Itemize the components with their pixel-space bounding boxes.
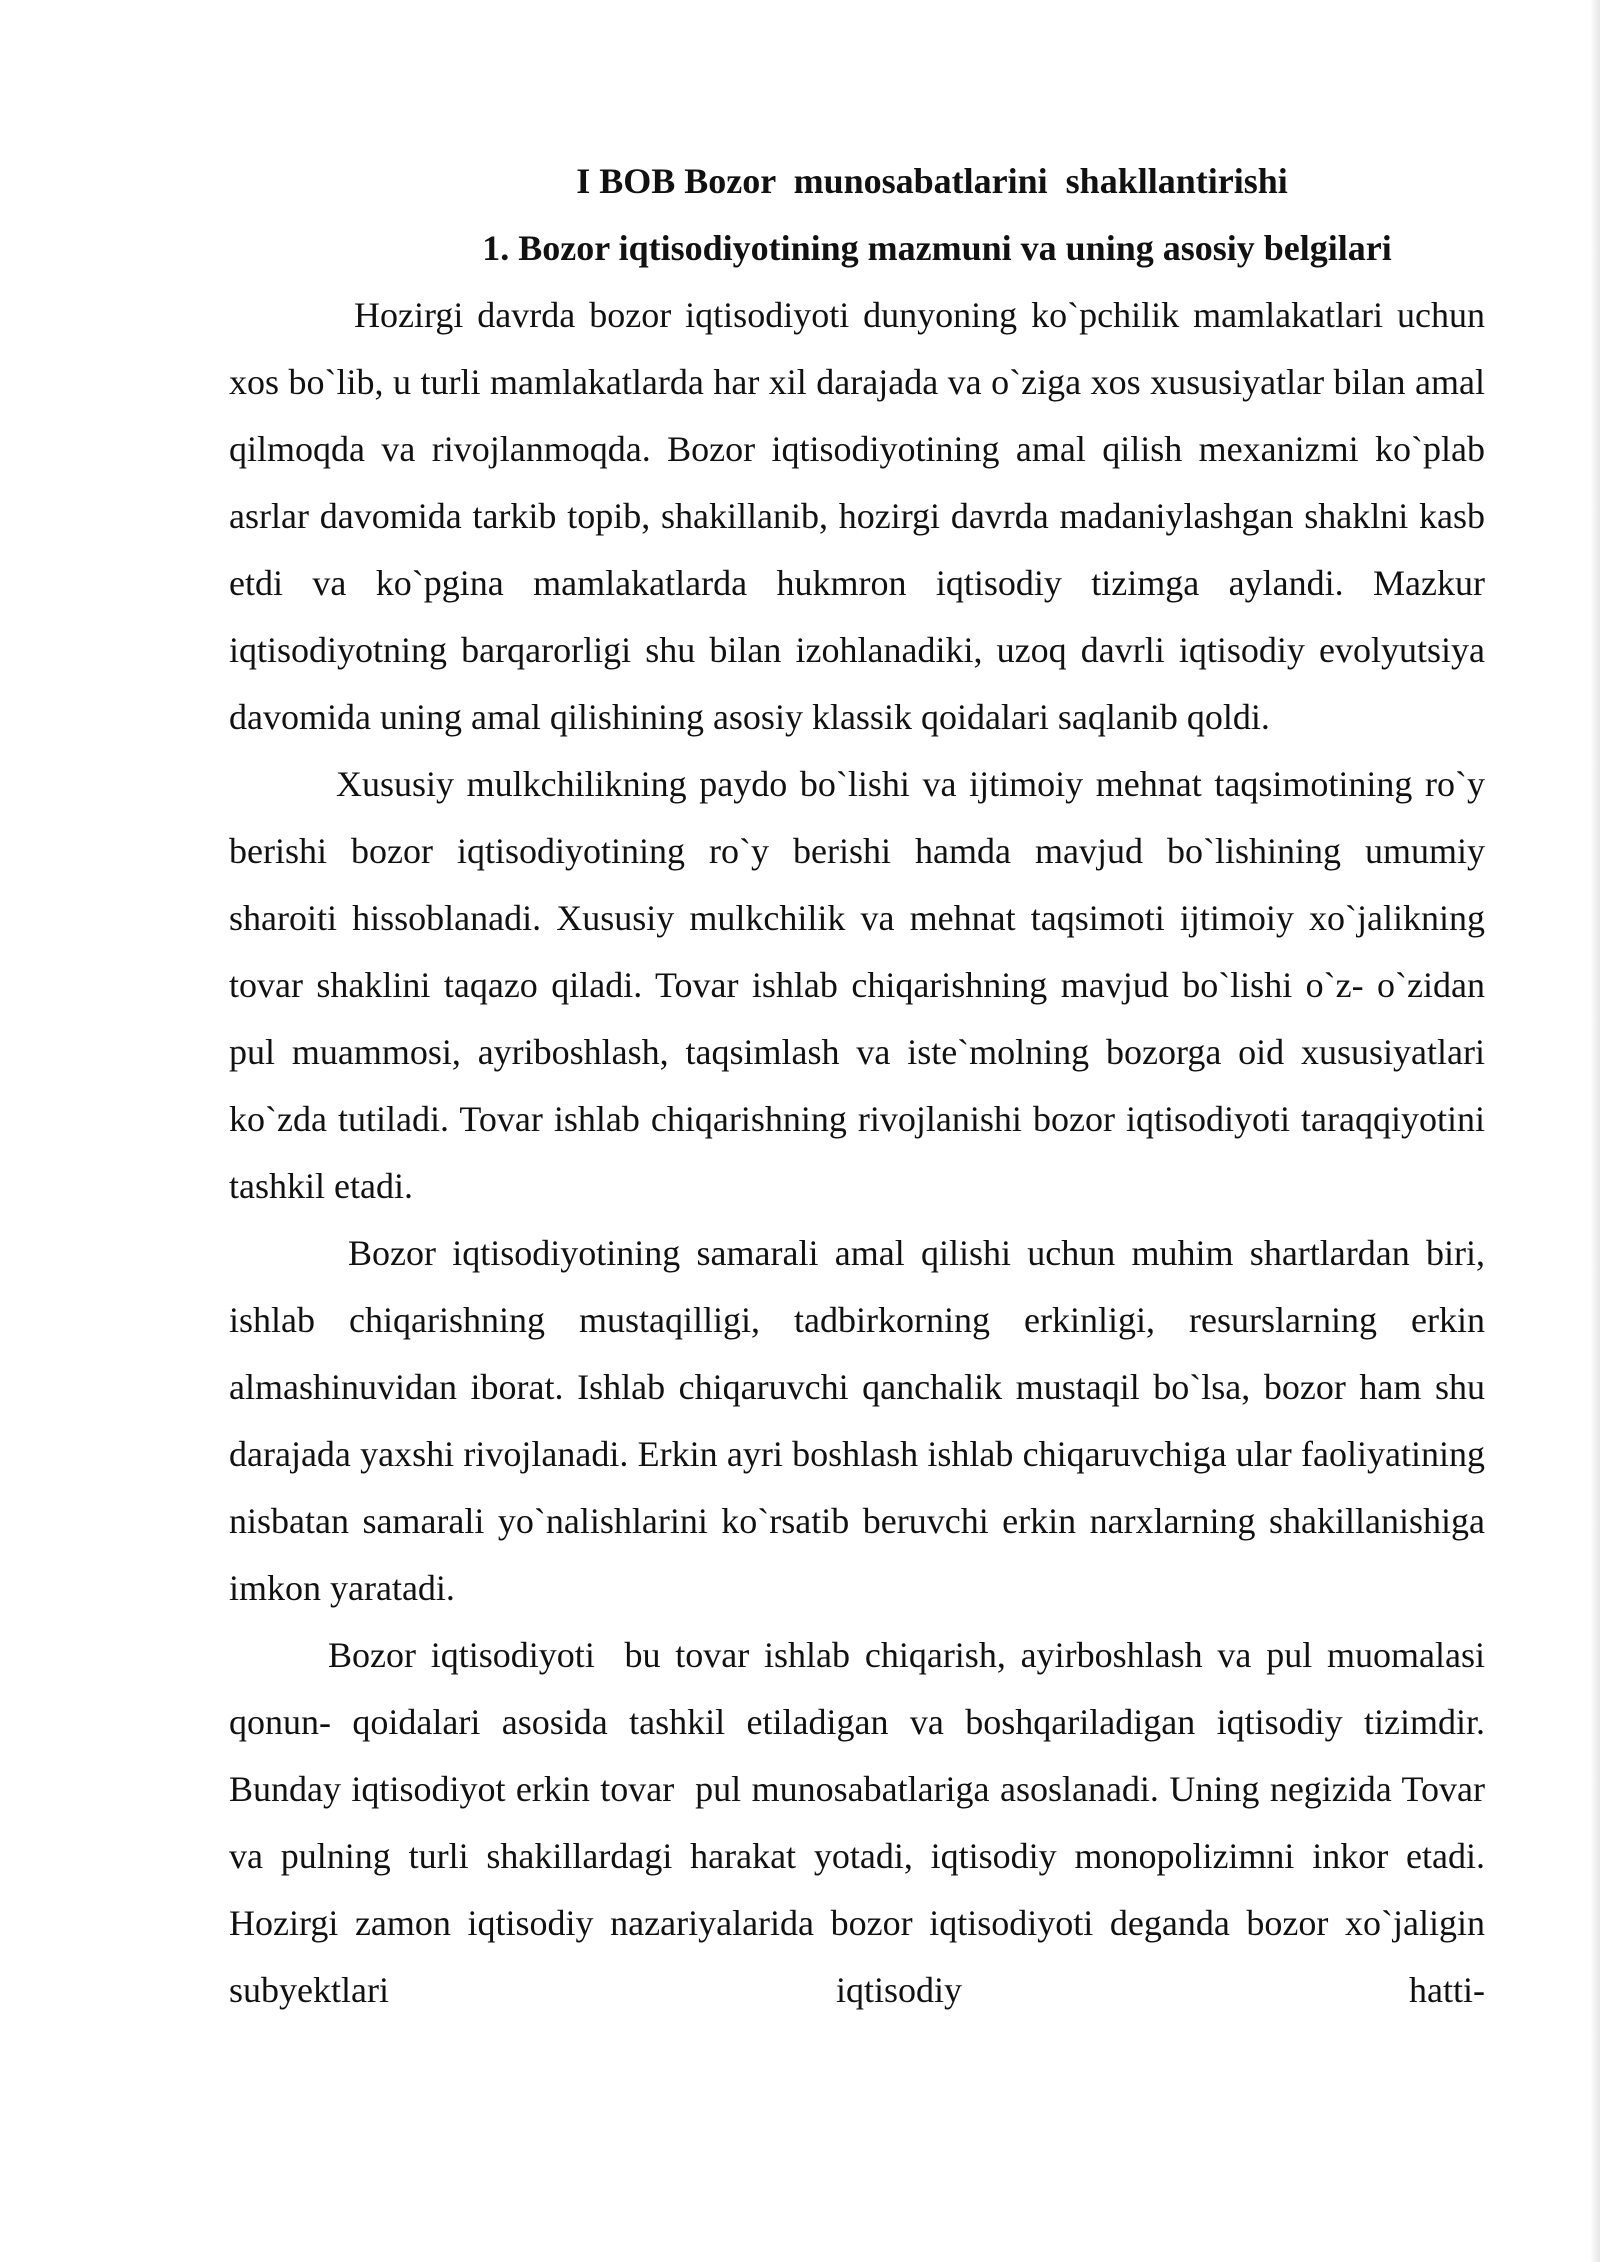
section-title: 1. Bozor iqtisodiyotining mazmuni va uning asosiy belgilari xyxy=(482,228,1392,268)
page-content xyxy=(229,148,1503,2024)
paragraph-3: Bozor iqtisodiyotining samarali amal qilishi uchun muhim shartlardan biri, ishlab chiqarishning mustaqilligi, tadbirkorning erkinligi, resurslarning erkin almashinuvidan iborat. Ishlab chiqaruvchi qanchalik mustaqil bo`lsa, bozor ham shu darajada yaxshi rivojlanadi. Erkin ayri boshlash ishlab chiqaruvchiga ular faoliyatining nisbatan samarali yo`nalishlarini ko`rsatib beruvchi erkin narxlarning shakillanishiga imkon yaratadi. xyxy=(229,1233,1494,1608)
paragraph-4: Bozor iqtisodiyoti bu tovar ishlab chiqarish, ayirboshlash va pul muomalasi qonun- qoidalari asosida tashkil etiladigan va boshqariladigan iqtisodiy tizimdir. Bunday iqtisodiyot erkin tovar pul munosabatlariga asoslanadi. Uning negizida Tovar va pulning turli shakillardagi harakat yotadi, iqtisodiy monopolizimni inkor etadi. Hozirgi zamon iqtisodiy nazariyalarida bozor iqtisodiyoti deganda bozor xo`jaligin subyektlari iqtisodiy hatti- xyxy=(229,1635,1494,2010)
chapter-title: I BOB Bozor munosabatlarini shakllantirishi xyxy=(576,161,1288,201)
page-edge-shadow xyxy=(1590,0,1600,2262)
paragraph-2: Xususiy mulkchilikning paydo bo`lishi va ijtimoiy mehnat taqsimotining ro`y berishi bozor iqtisodiyotining ro`y berishi hamda mavjud bo`lishining umumiy sharoiti hissoblanadi. Xususiy mulkchilik va mehnat taqsimoti ijtimoiy xo`jalikning tovar shaklini taqazo qiladi. Tovar ishlab chiqarishning mavjud bo`lishi o`z- o`zidan pul muammosi, ayriboshlash, taqsimlash va iste`molning bozorga oid xususiyatlari ko`zda tutiladi. Tovar ishlab chiqarishning rivojlanishi bozor iqtisodiyoti taraqqiyotini tashkil etadi. xyxy=(229,764,1503,1206)
paragraph-1: Hozirgi davrda bozor iqtisodiyoti dunyoning ko`pchilik mamlakatlari uchun xos bo`lib, u turli mamlakatlarda har xil darajada va o`ziga xos xususiyatlar bilan amal qilmoqda va rivojlanmoqda. Bozor iqtisodiyotining amal qilish mexanizmi ko`plab asrlar davomida tarkib topib, shakillanib, hozirgi davrda madaniylashgan shaklni kasb etdi va ko`pgina mamlakatlarda hukmron iqtisodiy tizimga aylandi. Mazkur iqtisodiyotning barqarorligi shu bilan izohlanadiki, uzoq davrli iqtisodiy evolyutsiya davomida uning amal qilishining asosiy klassik qoidalari saqlanib qoldi. xyxy=(229,295,1494,737)
